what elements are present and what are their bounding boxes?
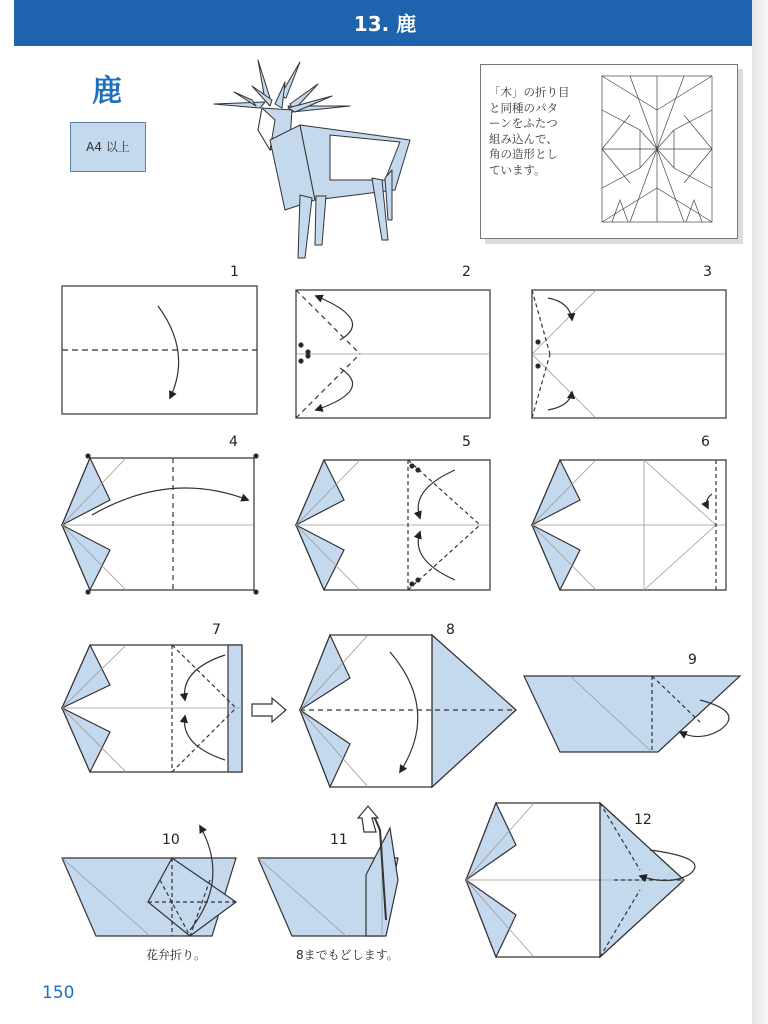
step-2-diagram <box>296 290 490 418</box>
step-3-diagram <box>532 290 726 418</box>
step-label-11: 11 <box>330 832 348 848</box>
step-label-6: 6 <box>701 434 710 450</box>
crease-pattern-figure <box>602 76 712 222</box>
step-10-caption: 花弁折り。 <box>146 948 207 962</box>
page-title: 13. 鹿 <box>353 12 417 36</box>
step-12-diagram <box>466 803 695 957</box>
step-9-diagram <box>524 676 740 752</box>
step-7-diagram <box>62 645 242 772</box>
step-label-1: 1 <box>230 264 239 280</box>
step-label-8: 8 <box>446 622 455 638</box>
step-label-9: 9 <box>688 652 697 668</box>
page-number: 150 <box>42 983 75 1003</box>
step-label-7: 7 <box>212 622 221 638</box>
step-8-diagram <box>300 635 516 787</box>
note-text: 「木」の折り目 と同種のパタ ーンをふたつ 組み込んで、 角の造形とし ています。 <box>489 85 570 177</box>
step-1-diagram <box>62 286 257 414</box>
step-5-diagram <box>296 460 490 590</box>
step-label-10: 10 <box>162 832 180 848</box>
step-11-diagram <box>258 806 398 936</box>
step-4-diagram <box>62 454 258 594</box>
step-label-3: 3 <box>703 264 712 280</box>
step-label-5: 5 <box>462 434 471 450</box>
step-label-4: 4 <box>229 434 238 450</box>
model-title: 鹿 <box>92 74 122 109</box>
step-label-12: 12 <box>634 812 652 828</box>
deer-illustration <box>214 60 410 258</box>
step-11-caption: 8までもどします。 <box>296 948 399 962</box>
step-label-2: 2 <box>462 264 471 280</box>
step-6-diagram <box>532 460 726 590</box>
paper-size-label: A4 以上 <box>86 140 130 154</box>
step-10-diagram <box>62 826 236 936</box>
transition-arrow <box>252 698 286 722</box>
